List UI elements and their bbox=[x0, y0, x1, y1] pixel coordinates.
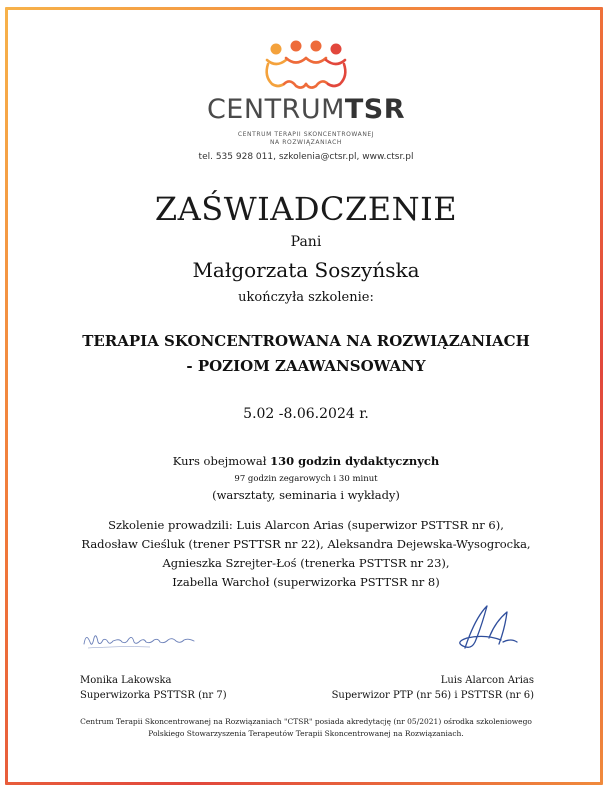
course-title-line1: TERAPIA SKONCENTROWANA NA ROZWIĄZANIACH bbox=[82, 332, 530, 350]
trainers-line: Izabella Warchoł (superwizorka PSTTSR nr 8) bbox=[172, 575, 440, 589]
signer-left-role: Superwizorka PSTTSR (nr 7) bbox=[80, 690, 227, 701]
signer-right-name: Luis Alarcon Arias bbox=[440, 675, 534, 686]
signature-left-icon bbox=[80, 622, 200, 654]
contact-info: tel. 535 928 011, szkolenia@ctsr.pl, www.ctsr.pl bbox=[198, 152, 414, 162]
hours-bold: 130 godzin dydaktycznych bbox=[270, 454, 440, 468]
certificate-heading: ZAŚWIADCZENIE bbox=[154, 190, 458, 228]
footer-line2: Polskiego Stowarzyszenia Terapeutów Terapii Skoncentrowanej na Rozwiązaniach. bbox=[148, 729, 464, 738]
brand-name-part2: TSR bbox=[344, 94, 406, 125]
signer-right-role: Superwizor PTP (nr 56) i PSTTSR (nr 6) bbox=[331, 690, 534, 701]
signer-left-name: Monika Lakowska bbox=[80, 675, 172, 686]
tagline-line1: CENTRUM TERAPII SKONCENTROWANEJ bbox=[237, 131, 375, 138]
trainers-line: Radosław Cieśluk (trener PSTTSR nr 22), Aleksandra Dejewska-Wysogrocka, bbox=[81, 537, 531, 551]
course-dates: 5.02 -8.06.2024 r. bbox=[243, 406, 369, 422]
trainers-line: Szkolenie prowadzili: Luis Alarcon Arias (superwizor PSTTSR nr 6), bbox=[108, 518, 504, 532]
trainers-line: Agnieszka Szrejter-Łoś (trenerka PSTTSR nr 23), bbox=[162, 556, 450, 570]
salutation: Pani bbox=[290, 234, 322, 250]
brand-name-part1: CENTRUM bbox=[206, 94, 345, 125]
brand-tagline bbox=[0, 131, 612, 147]
session-types: (warsztaty, seminaria i wykłady) bbox=[212, 488, 400, 502]
signature-right-icon bbox=[445, 598, 525, 656]
recipient-name: Małgorzata Soszyńska bbox=[192, 258, 420, 282]
ctsr-logo-icon bbox=[262, 40, 350, 92]
accreditation-footer bbox=[0, 716, 612, 740]
completed-text: ukończyła szkolenie: bbox=[238, 290, 374, 305]
tagline-line2: NA ROZWIĄZANIACH bbox=[269, 139, 343, 146]
signer-right bbox=[332, 673, 534, 703]
brand-wordmark bbox=[0, 94, 612, 125]
course-hours bbox=[0, 454, 612, 468]
signer-left bbox=[80, 673, 227, 703]
trainers-list bbox=[0, 516, 612, 592]
footer-line1: Centrum Terapii Skoncentrowanej na Rozwiązaniach "CTSR" posiada akredytację (nr 05/2021) ośrodka szkoleniowego bbox=[80, 717, 532, 726]
clock-hours: 97 godzin zegarowych i 30 minut bbox=[234, 474, 378, 484]
hours-prefix: Kurs obejmował bbox=[172, 454, 271, 468]
course-title-line2: - POZIOM ZAAWANSOWANY bbox=[186, 357, 426, 375]
